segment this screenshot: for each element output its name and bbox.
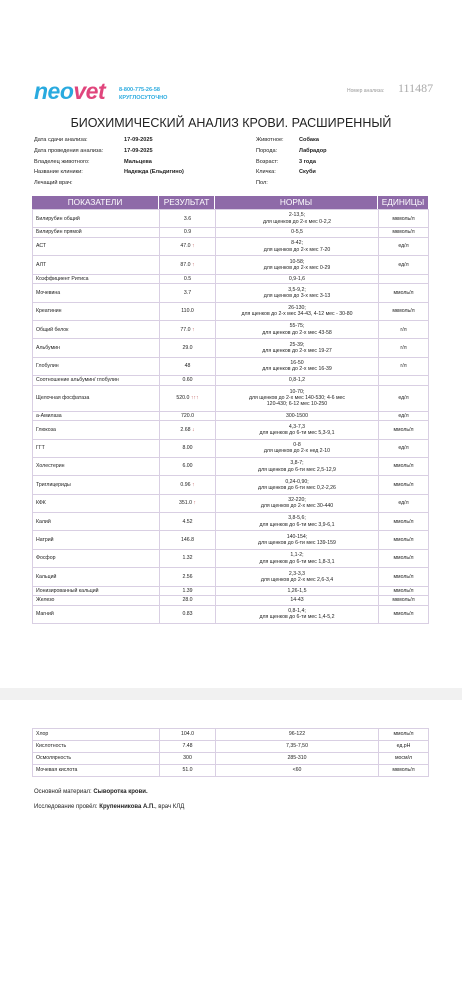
result-flag: ↑ — [193, 500, 197, 507]
norm-line: для щенков до 6-ти мес 1,4-5,2 — [259, 614, 335, 621]
norm-line: 2,3-3,3 — [288, 570, 306, 577]
table-row — [33, 586, 429, 596]
indicator-name: Альбумин — [33, 339, 160, 357]
indicator-name: Креатинин — [33, 302, 160, 320]
info-row — [256, 137, 416, 143]
unit: ммоль/л — [379, 729, 429, 741]
norm-line: для щенков до 6-ти мес 139-159 — [258, 540, 336, 547]
unit: ед.pH — [379, 741, 429, 753]
result-number: 29.0 — [182, 344, 193, 351]
report-title: БИОХИМИЧЕСКИЙ АНАЛИЗ КРОВИ. РАСШИРЕННЫЙ — [70, 116, 392, 130]
table-row — [33, 411, 429, 421]
norm-range — [216, 210, 379, 228]
norm-line: для щенков до 6-ти мес 3,9-6,1 — [259, 521, 335, 528]
norm-range — [216, 357, 379, 375]
clinic-contacts — [119, 86, 167, 102]
result-flag: ↑ — [191, 481, 195, 488]
info-row — [256, 159, 416, 165]
norm-line: для щенков до 2-х мес 0-2,2 — [263, 218, 331, 225]
indicator-name: Коэффициент Ритиса — [33, 274, 160, 284]
norm-range — [216, 531, 379, 549]
clinic-hours: КРУГЛОСУТОЧНО — [119, 95, 168, 101]
result-flag: ↑ — [191, 261, 195, 268]
report-header — [34, 78, 434, 104]
unit: ммоль/л — [379, 284, 429, 302]
norm-line: 3,8-7; — [290, 460, 304, 467]
result-value: 104.0 — [160, 729, 216, 741]
info-row — [34, 159, 194, 165]
norm-line: 0-5,5 — [291, 229, 303, 236]
table-row — [33, 210, 429, 228]
report-page-2 — [0, 700, 462, 1000]
result-value — [160, 210, 216, 228]
norm-line: 0,8-1,4; — [288, 608, 306, 615]
table-row — [33, 494, 429, 512]
info-row — [256, 148, 416, 154]
indicator-name: Мочевая кислота — [33, 765, 160, 777]
norm-line: 26-130; — [288, 304, 306, 311]
norm-range — [216, 228, 379, 238]
unit: ммоль/л — [379, 457, 429, 475]
result-value — [160, 476, 216, 494]
norm-range — [216, 385, 379, 411]
norm-line: 0,8-1,2 — [288, 377, 306, 384]
result-value — [160, 439, 216, 457]
norm-line: 0,24-0,90; — [285, 478, 309, 485]
unit: мкмоль/л — [379, 228, 429, 238]
material-note: Основной материал: Сыворотка крови. — [34, 789, 148, 795]
norm-line: для щенков до 2-х мес 34-43, 4-12 мес - 30-80 — [241, 311, 353, 318]
unit: ед/л — [379, 411, 429, 421]
unit: мкмоль/л — [379, 765, 429, 777]
norm-range — [216, 421, 379, 439]
norm-line: для щенков до 6-ти мес 2,5-12,9 — [258, 466, 336, 473]
info-label: Пол: — [256, 180, 268, 187]
result-value — [160, 357, 216, 375]
table-row — [33, 753, 429, 765]
col-header-indicator: ПОКАЗАТЕЛИ — [32, 196, 159, 209]
results-table-header — [32, 196, 428, 209]
norm-line: 14-43 — [290, 597, 304, 604]
indicator-name: Хлор — [33, 729, 160, 741]
norm-line: 10-58; — [289, 258, 305, 265]
info-label: Возраст: — [256, 158, 279, 165]
norm-range — [216, 596, 379, 606]
table-row — [33, 457, 429, 475]
indicator-name: Ионизированный кальций — [33, 586, 160, 596]
unit: ммоль/л — [379, 586, 429, 596]
unit: ммоль/л — [379, 568, 429, 586]
indicator-name: КФК — [33, 494, 160, 512]
analysis-number: 111487 — [398, 81, 434, 95]
norm-range: 7,35-7,50 — [216, 741, 379, 753]
norm-line: 1,26-1,5 — [287, 587, 307, 594]
result-value — [160, 531, 216, 549]
norm-range: 285-310 — [216, 753, 379, 765]
norm-line: для щенков до 6-ти мес 1,8-3,1 — [259, 558, 335, 565]
norm-line: 25-39; — [289, 341, 305, 348]
norm-range — [216, 457, 379, 475]
clinic-phone: 8-800-775-26-58 — [119, 87, 160, 93]
norm-line: 1,1-2; — [290, 552, 304, 559]
result-number: 6.00 — [182, 463, 193, 470]
unit: мосм/л — [379, 753, 429, 765]
norm-line: 300-1500 — [286, 412, 308, 419]
info-label: Владелец животного: — [34, 158, 90, 165]
norm-range — [216, 376, 379, 386]
info-value: Скуби — [299, 169, 316, 176]
info-value: Собака — [299, 137, 319, 143]
indicator-name: Натрий — [33, 531, 160, 549]
table-row — [33, 302, 429, 320]
result-value — [160, 302, 216, 320]
info-label: Порода: — [256, 147, 278, 154]
indicator-name: Магний — [33, 605, 160, 623]
info-value: 17-09-2025 — [124, 137, 153, 143]
result-value — [160, 256, 216, 274]
norm-line: 3,5-9,2; — [288, 286, 306, 293]
unit: мкмоль/л — [379, 210, 429, 228]
result-flag: ↓ — [191, 426, 195, 433]
table-row — [33, 339, 429, 357]
info-row — [34, 137, 194, 143]
indicator-name: Осмолярность — [33, 753, 160, 765]
page-gap — [0, 688, 462, 700]
result-number: 2.56 — [182, 573, 193, 580]
table-row — [33, 439, 429, 457]
result-value: 51.0 — [160, 765, 216, 777]
col-header-result: РЕЗУЛЬТАТ — [159, 196, 215, 209]
table-row — [33, 605, 429, 623]
info-label: Название клиники: — [34, 169, 83, 176]
unit: ммоль/л — [379, 531, 429, 549]
result-value — [160, 237, 216, 255]
result-value — [160, 339, 216, 357]
norm-range — [216, 320, 379, 338]
table-row — [33, 256, 429, 274]
norm-range — [216, 237, 379, 255]
unit: г/л — [379, 320, 429, 338]
results-table — [32, 209, 429, 624]
table-row — [33, 284, 429, 302]
norm-range — [216, 411, 379, 421]
result-value — [160, 549, 216, 567]
result-number: 110.0 — [181, 308, 194, 315]
norm-line: для щенков до 2-х мес 16-39 — [262, 366, 332, 373]
norm-range — [216, 513, 379, 531]
table-row — [33, 421, 429, 439]
result-value — [160, 320, 216, 338]
info-value: Лабрадор — [299, 147, 327, 154]
info-value: 3 года — [299, 158, 316, 165]
col-header-units: ЕДИНИЦЫ — [381, 197, 425, 207]
result-number: 0.60 — [182, 377, 193, 384]
info-value: Надежда (Ельдигино) — [124, 169, 184, 176]
result-value — [160, 385, 216, 411]
norm-line: 120-430; 6-12 мес 10-250 — [266, 401, 328, 408]
table-row — [33, 228, 429, 238]
norm-line: 0-8 — [293, 441, 301, 448]
table-row — [33, 568, 429, 586]
info-row — [256, 180, 416, 186]
result-number: 0.9 — [183, 229, 192, 236]
norm-line: 8-42; — [291, 240, 303, 247]
result-value — [160, 494, 216, 512]
norm-line: для щенков до 2-х мес 7-20 — [263, 246, 331, 253]
unit: ед/л — [379, 237, 429, 255]
norm-line: для щенков до 6-ти мес 0,2-2,26 — [258, 484, 336, 491]
info-label: Кличка: — [256, 169, 276, 176]
result-value — [160, 513, 216, 531]
norm-range — [216, 586, 379, 596]
result-value — [160, 605, 216, 623]
norm-range — [216, 568, 379, 586]
unit: ед/л — [379, 439, 429, 457]
norm-range — [216, 605, 379, 623]
table-row — [33, 741, 429, 753]
info-value: 17-09-2025 — [124, 147, 153, 154]
table-row — [33, 237, 429, 255]
indicator-name: Общий белок — [33, 320, 160, 338]
result-value: 7.48 — [160, 741, 216, 753]
indicator-name: Калий — [33, 513, 160, 531]
result-number: 47.0 — [180, 243, 191, 250]
norm-range: 96-122 — [216, 729, 379, 741]
indicator-name: Билирубин общий — [33, 210, 160, 228]
indicator-name: Щелочная фосфатаза — [33, 385, 160, 411]
result-number: 351.0 — [178, 500, 192, 507]
info-row — [34, 180, 194, 186]
result-value — [160, 586, 216, 596]
performed-by-note: Исследование провёл: Крупенникова А.П., врач КЛД — [34, 804, 185, 810]
norm-range — [216, 274, 379, 284]
result-number: 28.0 — [182, 597, 193, 604]
result-number: 8.00 — [182, 445, 193, 452]
result-flag: ↑ — [191, 243, 195, 250]
result-value: 300 — [160, 753, 216, 765]
unit — [379, 274, 429, 284]
unit — [379, 376, 429, 386]
indicator-name: Кислотность — [33, 741, 160, 753]
result-flag: ↑↑↑ — [190, 394, 199, 401]
indicator-name: Глюкоза — [33, 421, 160, 439]
norm-line: для щенков до 2-х мес 19-27 — [262, 348, 332, 355]
result-number: 3.6 — [183, 215, 192, 222]
unit: ед/л — [379, 385, 429, 411]
analysis-number-label: Номер анализа: — [347, 88, 385, 94]
table-row — [33, 549, 429, 567]
norm-line: 4,3-7,3 — [288, 423, 306, 430]
norm-range: <60 — [216, 765, 379, 777]
result-number: 77.0 — [180, 326, 191, 333]
col-header-norms: НОРМЫ — [215, 196, 378, 209]
info-row — [256, 169, 416, 175]
table-row — [33, 476, 429, 494]
norm-line: 32-220; — [288, 497, 306, 504]
norm-line: для щенков до 2-х мес 2,6-3,4 — [260, 576, 334, 583]
norm-line: 16-50 — [290, 360, 304, 367]
result-number: 0.96 — [180, 481, 191, 488]
table-row — [33, 765, 429, 777]
table-row — [33, 357, 429, 375]
result-number: 3.7 — [183, 289, 192, 296]
result-number: 48 — [184, 363, 191, 370]
indicator-name: ГГТ — [33, 439, 160, 457]
result-value — [160, 596, 216, 606]
norm-line: для щенков до 2-х мес 43-58 — [262, 329, 332, 336]
result-value — [160, 411, 216, 421]
indicator-name: Билирубин прямой — [33, 228, 160, 238]
result-number: 520.0 — [176, 394, 190, 401]
unit: мкмоль/л — [379, 596, 429, 606]
table-row — [33, 376, 429, 386]
unit: г/л — [379, 339, 429, 357]
result-value — [160, 284, 216, 302]
result-number: 87.0 — [180, 261, 191, 268]
result-number: 2.68 — [180, 426, 191, 433]
info-row — [34, 148, 194, 154]
norm-range — [216, 549, 379, 567]
table-row — [33, 385, 429, 411]
result-number: 146.8 — [181, 537, 194, 544]
norm-range — [216, 476, 379, 494]
unit: ед/л — [379, 494, 429, 512]
norm-line: для щенков до 6-ти мес 5,3-9,1 — [259, 429, 335, 436]
norm-line: для щенков до 2-х мес 0-29 — [263, 264, 331, 271]
norm-line: 0,9-1,6 — [288, 275, 306, 282]
indicator-name: Кальций — [33, 568, 160, 586]
result-value — [160, 274, 216, 284]
indicator-name: Мочевина — [33, 284, 160, 302]
indicator-name: Фосфор — [33, 549, 160, 567]
info-label: Дата сдачи анализа: — [34, 137, 88, 143]
norm-line: для щенков до 2-х нед 2-10 — [263, 448, 331, 455]
info-label: Лечащий врач: — [34, 180, 73, 187]
result-value — [160, 568, 216, 586]
result-number: 1.32 — [182, 555, 193, 562]
result-value — [160, 228, 216, 238]
norm-range — [216, 439, 379, 457]
norm-line: для щенков до 2-х мес 30-440 — [260, 503, 334, 510]
table-row — [33, 513, 429, 531]
info-value: Мальцева — [124, 158, 152, 165]
indicator-name: АСТ — [33, 237, 160, 255]
table-row — [33, 596, 429, 606]
indicator-name: Триглицериды — [33, 476, 160, 494]
unit: ммоль/л — [379, 513, 429, 531]
result-value — [160, 376, 216, 386]
unit: ммоль/л — [379, 421, 429, 439]
indicator-name: АЛТ — [33, 256, 160, 274]
results-table-continued — [32, 728, 429, 777]
norm-line: 3,8-5,6; — [288, 515, 306, 522]
indicator-name: Железо — [33, 596, 160, 606]
norm-range — [216, 284, 379, 302]
unit: ммоль/л — [379, 605, 429, 623]
result-flag: ↑ — [191, 326, 195, 333]
norm-line: 55-75; — [289, 323, 305, 330]
norm-line: для щенков до 3-х мес 3-13 — [263, 292, 331, 299]
result-number: 4.52 — [182, 518, 193, 525]
info-label: Животное: — [256, 137, 284, 143]
norm-line: 10-70; — [289, 388, 305, 395]
info-label: Дата проведения анализа: — [34, 147, 104, 154]
table-row — [33, 729, 429, 741]
norm-line: для щенков до 2-х мес 140-530; 4-6 мес — [248, 394, 346, 401]
table-row — [33, 320, 429, 338]
result-number: 720.0 — [181, 412, 194, 419]
unit: ммоль/л — [379, 476, 429, 494]
unit: г/л — [379, 357, 429, 375]
result-value — [160, 421, 216, 439]
indicator-name: Холестерин — [33, 457, 160, 475]
info-row — [34, 169, 194, 175]
unit: мкмоль/л — [379, 302, 429, 320]
norm-range — [216, 339, 379, 357]
neovet-logo: neovet — [34, 78, 106, 104]
norm-range — [216, 494, 379, 512]
indicator-name: Соотношение альбумин/ глобулин — [33, 376, 160, 386]
unit: ммоль/л — [379, 549, 429, 567]
norm-line: 2-13,5; — [288, 212, 306, 219]
table-row — [33, 531, 429, 549]
indicator-name: а-Амилаза — [33, 411, 160, 421]
result-value — [160, 457, 216, 475]
result-number: 0.5 — [183, 275, 192, 282]
norm-line: 140-154; — [286, 533, 308, 540]
norm-range — [216, 302, 379, 320]
result-number: 0.83 — [182, 611, 193, 618]
table-row — [33, 274, 429, 284]
indicator-name: Глобулин — [33, 357, 160, 375]
norm-range — [216, 256, 379, 274]
unit: ед/л — [379, 256, 429, 274]
result-number: 1.39 — [182, 587, 193, 594]
